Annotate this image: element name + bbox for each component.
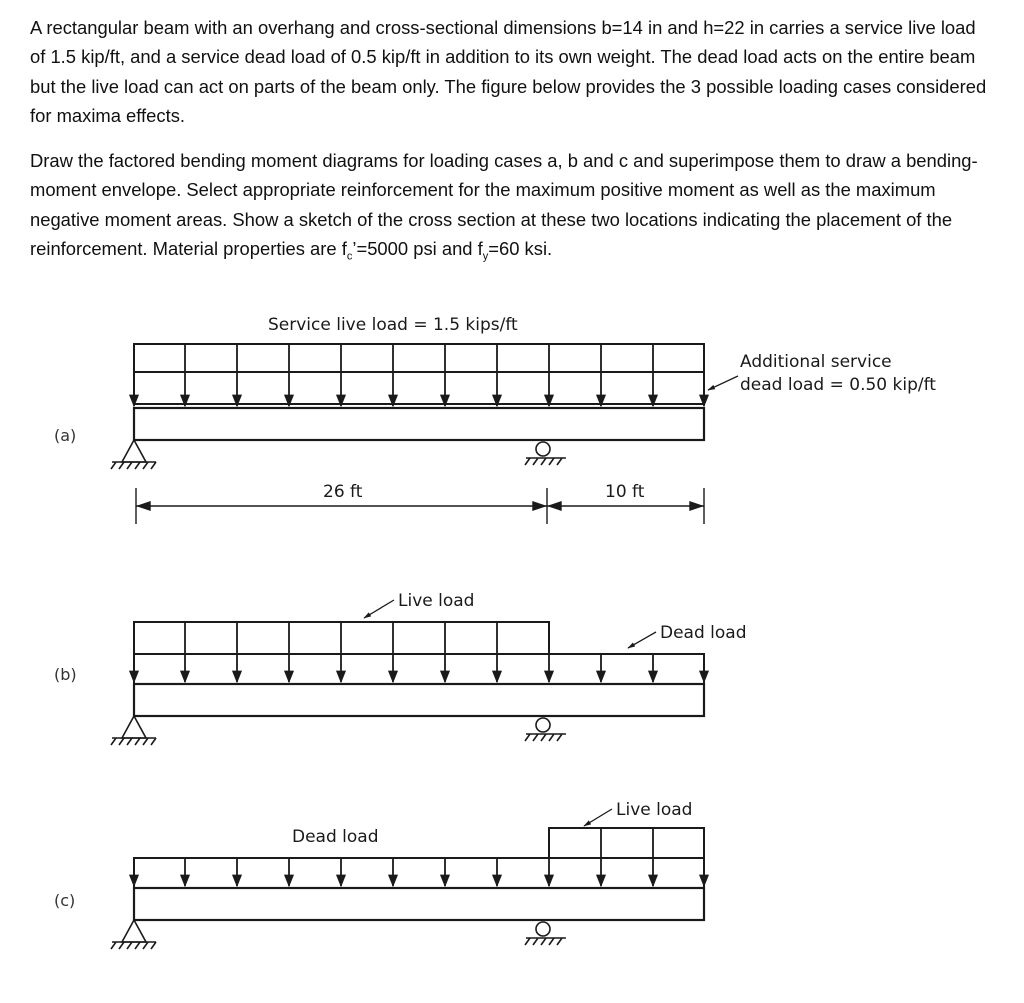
case-c-roller-support	[525, 922, 566, 945]
case-a-label: (a)	[54, 426, 77, 445]
case-c-dead-load-label: Dead load	[292, 827, 379, 847]
case-c-label: (c)	[54, 891, 76, 910]
case-c-live-load-block	[549, 828, 704, 858]
case-a-beam	[134, 408, 704, 440]
case-a-dead-load-label-1: Additional service	[740, 352, 892, 372]
case-c-live-load-leader	[584, 809, 612, 826]
case-c-pin-support	[111, 920, 156, 949]
case-b-dead-load-label: Dead load	[660, 623, 747, 643]
case-a-live-load-block	[134, 344, 704, 372]
case-b-diagram	[54, 591, 747, 745]
case-a-diagram	[54, 315, 936, 524]
case-b-roller-support	[525, 718, 566, 741]
case-a-pin-support	[111, 440, 156, 469]
paragraph-2-text-b: ’=5000 psi and f	[352, 237, 483, 259]
fc-subscript: c	[346, 250, 353, 263]
case-a-dead-load-leader	[708, 376, 738, 390]
case-c-dead-load-block	[134, 858, 704, 888]
case-b-dead-load-block	[134, 654, 704, 684]
case-a-span-label: 26 ft	[323, 482, 363, 502]
case-b-dead-load-leader	[628, 632, 656, 648]
problem-paragraph-1: A rectangular beam with an overhang and cross-sectional dimensions b=14 in and h=22 in carries a service live load of 1.5 kip/ft, and a service dead load of 0.5 kip/ft in addition to its own weight. The dead load acts on the entire beam but the live load can act on parts of the beam only. The figure below provides the 3 possible loading cases considered for maxima effects.	[30, 17, 987, 126]
case-b-load-arrows	[134, 622, 704, 682]
fy-subscript: y	[482, 250, 489, 263]
case-b-live-load-leader	[364, 600, 394, 618]
case-b-pin-support	[111, 716, 156, 745]
paragraph-2-text-c: =60 ksi.	[488, 237, 553, 259]
case-a-dead-load-label-2: dead load = 0.50 kip/ft	[740, 375, 936, 395]
case-a-overhang-label: 10 ft	[605, 482, 645, 502]
case-a-live-load-label: Service live load = 1.5 kips/ft	[268, 315, 518, 335]
case-b-live-load-label: Live load	[398, 591, 475, 611]
case-b-label: (b)	[54, 665, 77, 684]
case-c-live-load-label: Live load	[616, 800, 693, 820]
case-c-beam	[134, 888, 704, 920]
case-a-load-arrows	[134, 344, 704, 406]
case-c-diagram	[54, 800, 704, 949]
paragraph-2-text-a: Draw the factored bending moment diagrams for loading cases a, b and c and superimpose them to draw a bending-moment envelope. Select appropriate reinforcement for the maximum positive moment as well as the maximum negative moment areas. Show a sketch of the cross section at these two locations indicating the placement of the reinforcement. Material properties are f	[30, 150, 978, 259]
case-b-beam	[134, 684, 704, 716]
case-a-roller-support	[525, 442, 566, 465]
case-a-dead-load-block	[134, 372, 704, 404]
